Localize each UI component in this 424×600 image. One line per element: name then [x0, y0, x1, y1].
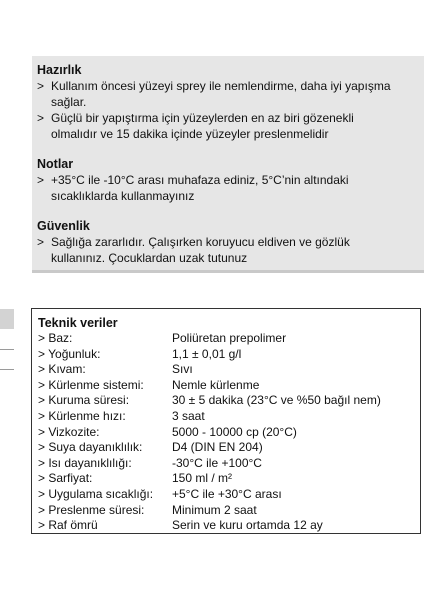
- row-value: 150 ml / m²: [172, 471, 233, 486]
- table-row: [38, 456, 416, 472]
- page-edge-rule: [0, 369, 14, 370]
- item-line: +35°C ile -10°C arası muhafaza ediniz, 5°C’nin altındaki: [51, 173, 349, 187]
- technical-data-table: [38, 331, 416, 534]
- list-item: [37, 110, 422, 142]
- row-value: 30 ± 5 dakika (23°C ve %50 bağıl nem): [172, 393, 381, 408]
- row-key: > Yoğunluk:: [38, 346, 101, 361]
- technical-data-box: [31, 308, 421, 534]
- section-title-notlar: Notlar: [37, 157, 74, 171]
- bullet: >: [37, 235, 45, 249]
- row-key: > Vizkozite:: [38, 424, 100, 439]
- bullet: >: [37, 111, 45, 125]
- table-row: [38, 393, 416, 409]
- page-edge-rule: [0, 349, 14, 350]
- table-row: [38, 425, 416, 441]
- row-key: > Kıvam:: [38, 362, 86, 377]
- row-value: 1,1 ± 0,01 g/l: [172, 346, 242, 361]
- row-key: > Sarfiyat:: [38, 471, 93, 486]
- row-key: > Kürlenme sistemi:: [38, 377, 144, 392]
- item-line: Sağlığa zararlıdır. Çalışırken koruyucu eldiven ve gözlük: [51, 235, 350, 249]
- bullet: >: [37, 173, 45, 187]
- section-title-guvenlik: Güvenlik: [37, 219, 90, 233]
- section-guvenlik: [37, 218, 422, 266]
- item-line: kullanınız. Çocuklardan uzak tutunuz: [51, 251, 248, 265]
- row-key: > Uygulama sıcaklığı:: [38, 486, 154, 501]
- row-key: > Preslenme süresi:: [38, 502, 145, 517]
- row-value: Nemle kürlenme: [172, 377, 260, 392]
- table-row: [38, 409, 416, 425]
- table-row: [38, 440, 416, 456]
- panel-shadow: [32, 270, 424, 273]
- row-key: > Suya dayanıklılık:: [38, 440, 143, 455]
- item-line: sağlar.: [51, 95, 87, 109]
- section-hazirlik: [37, 62, 422, 142]
- row-value: D4 (DIN EN 204): [172, 440, 263, 455]
- table-row: [38, 347, 416, 363]
- row-value: Serin ve kuru ortamda 12 ay: [172, 518, 323, 533]
- item-line: sıcaklıklarda kullanmayınız: [51, 189, 195, 203]
- list-item: [37, 172, 422, 204]
- table-row: [38, 362, 416, 378]
- row-key: > Isı dayanıklılığı:: [38, 455, 132, 470]
- list-item: [37, 234, 422, 266]
- table-row: [38, 487, 416, 503]
- row-value: 3 saat: [172, 408, 205, 423]
- table-row: [38, 331, 416, 347]
- table-row: [38, 518, 416, 534]
- row-key: > Raf ömrü: [38, 518, 98, 533]
- table-row: [38, 503, 416, 519]
- section-notlar: [37, 156, 422, 204]
- row-key: > Kuruma süresi:: [38, 393, 130, 408]
- table-row: [38, 471, 416, 487]
- row-value: Minimum 2 saat: [172, 502, 257, 517]
- row-key: > Kürlenme hızı:: [38, 408, 126, 423]
- row-value: Poliüretan prepolimer: [172, 331, 287, 345]
- item-line: olmalıdır ve 15 dakika içinde yüzeyler preslenmelidir: [51, 127, 329, 141]
- page-edge-tab: [0, 309, 14, 329]
- technical-data-title: Teknik veriler: [38, 316, 118, 330]
- list-item: [37, 78, 422, 110]
- row-value: Sıvı: [172, 362, 193, 377]
- item-line: Kullanım öncesi yüzeyi sprey ile nemlendirme, daha iyi yapışma: [51, 79, 391, 93]
- bullet: >: [37, 79, 45, 93]
- row-value: 5000 - 10000 cp (20°C): [172, 424, 297, 439]
- item-line: Güçlü bir yapıştırma için yüzeylerden en az biri gözenekli: [51, 111, 354, 125]
- section-title-hazirlik: Hazırlık: [37, 63, 82, 77]
- table-row: [38, 378, 416, 394]
- row-key: > Baz:: [38, 331, 73, 345]
- row-value: +5°C ile +30°C arası: [172, 486, 282, 501]
- row-value: -30°C ile +100°C: [172, 455, 262, 470]
